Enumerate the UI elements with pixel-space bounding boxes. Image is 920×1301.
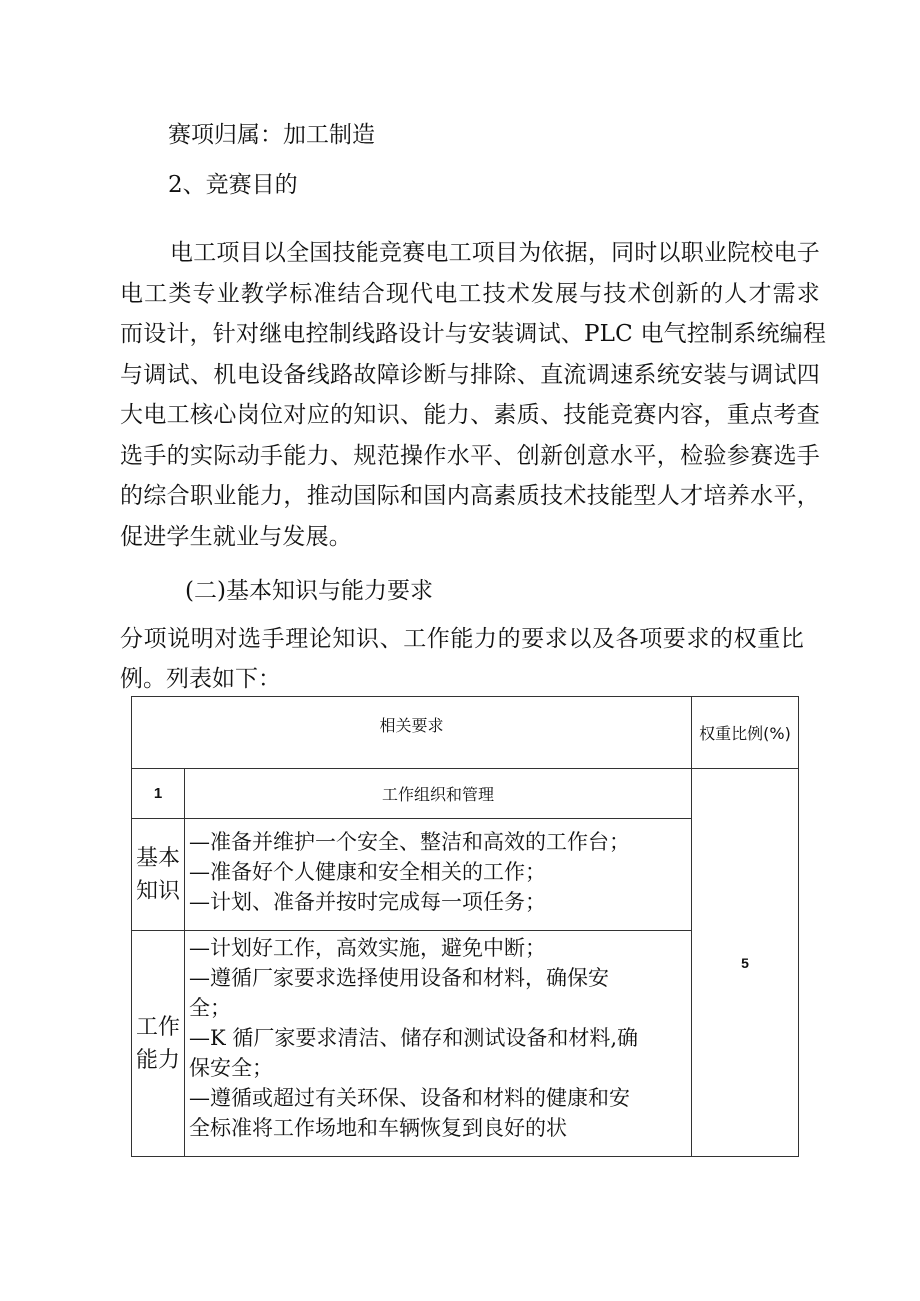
paragraph-line: 促进学生就业与发展。 <box>120 523 352 550</box>
subsection-heading: (二)基本知识与能力要求 <box>185 578 433 604</box>
knowledge-label: 基本 知识 <box>132 819 185 931</box>
intro-line: 分项说明对选手理论知识、工作能力的要求以及各项要求的权重比 <box>120 626 805 652</box>
paragraph-line: 而设计，针对继电控制线路设计与安装调试、PLC 电气控制系统编程 <box>120 321 827 347</box>
paragraph-line: 大电工核心岗位对应的知识、能力、素质、技能竞赛内容，重点考查 <box>120 402 820 428</box>
purpose-paragraph <box>120 233 827 557</box>
section-heading: 2、竞赛目的 <box>168 172 298 198</box>
header-weight: 权重比例(%) <box>692 697 799 769</box>
row-title: 工作组织和管理 <box>185 769 692 819</box>
paragraph-line: 电工项目以全国技能竞赛电工项目为依据，同时以职业院校电子 <box>170 240 820 266</box>
knowledge-list <box>185 819 692 931</box>
list-item: —K 循厂家要求清洁、储存和测试设备和材料,确 <box>189 1026 639 1050</box>
list-item: —准备好个人健康和安全相关的工作； <box>189 860 546 884</box>
list-item: —准备并维护一个安全、整洁和高效的工作台； <box>189 830 630 854</box>
requirements-table <box>131 696 799 1157</box>
table-header-row <box>132 697 799 769</box>
table-row <box>132 769 799 819</box>
header-requirements: 相关要求 <box>132 697 692 769</box>
list-item: —遵循或超过有关环保、设备和材料的健康和安 <box>189 1086 630 1110</box>
row-weight: 5 <box>692 769 799 1157</box>
ability-label: 工作 能力 <box>132 931 185 1157</box>
paragraph-line: 电工类专业教学标准结合现代电工技术发展与技术创新的人才需求 <box>120 280 820 307</box>
list-item: 全； <box>189 996 231 1020</box>
list-item: —遵循厂家要求选择使用设备和材料，确保安 <box>189 966 609 990</box>
row-number: 1 <box>132 769 185 819</box>
list-item: —计划、准备并按时完成每一项任务； <box>189 890 546 914</box>
list-item: —计划好工作，高效实施，避免中断； <box>189 936 546 960</box>
intro-line: 例。列表如下： <box>120 666 281 692</box>
list-item: 全标准将工作场地和车辆恢复到良好的状 <box>189 1116 567 1140</box>
paragraph-line: 与调试、机电设备线路故障诊断与排除、直流调速系统安装与调试四 <box>120 361 820 388</box>
paragraph-line: 的综合职业能力，推动国际和国内高素质技术技能型人才培养水平， <box>120 483 820 509</box>
paragraph-line: 选手的实际动手能力、规范操作水平、创新创意水平，检验参赛选手 <box>120 442 820 469</box>
category-line: 赛项归属：加工制造 <box>168 122 375 148</box>
ability-list <box>185 931 692 1157</box>
list-item: 保安全； <box>189 1056 273 1080</box>
